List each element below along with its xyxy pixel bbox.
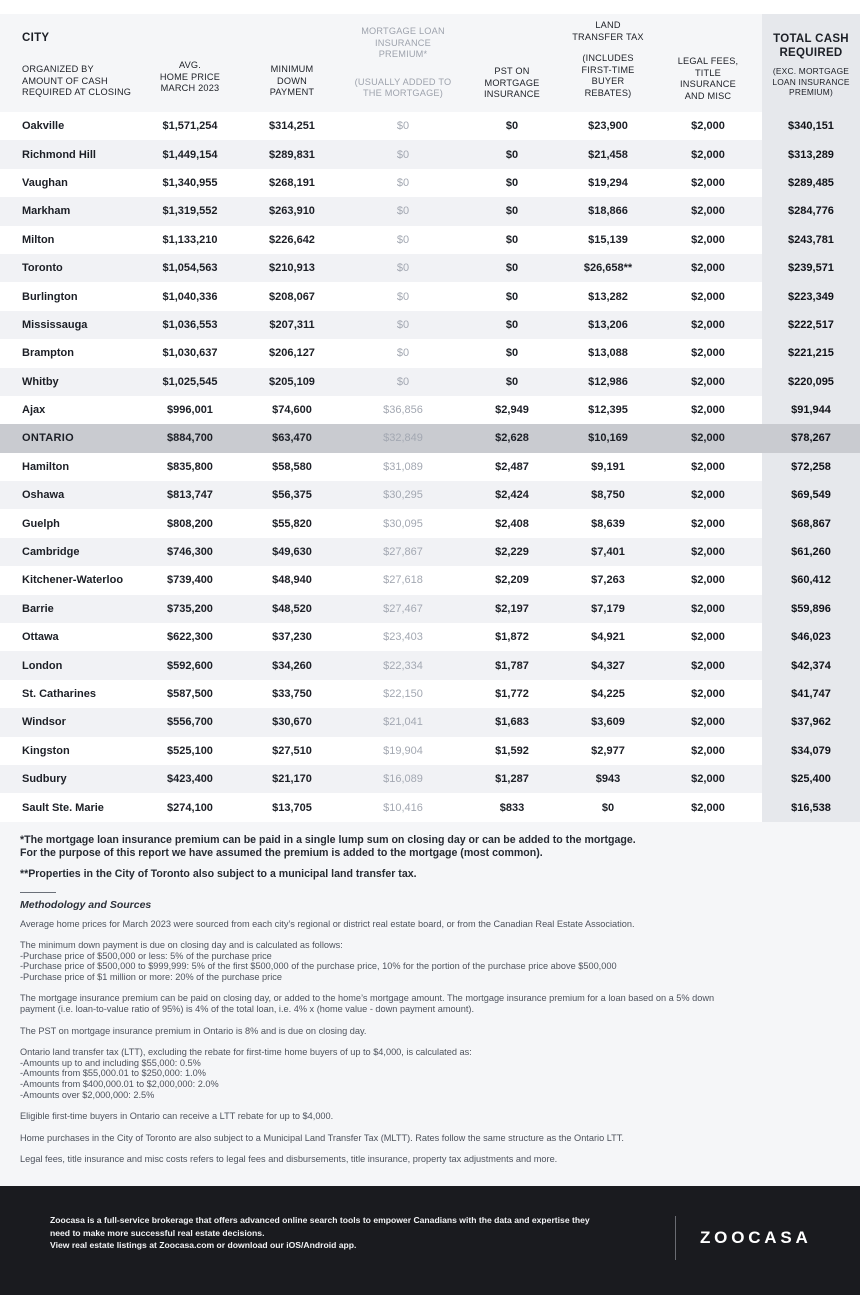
table-row bbox=[0, 793, 860, 821]
cell-city: London bbox=[22, 659, 63, 672]
header-pst-label: PST ON MORTGAGE INSURANCE bbox=[484, 66, 540, 99]
cell-legal: $2,000 bbox=[691, 120, 725, 133]
header-city bbox=[0, 14, 140, 112]
cell-mlip: $30,095 bbox=[383, 517, 423, 530]
cell-city: Brampton bbox=[22, 347, 74, 360]
cell-pst: $1,287 bbox=[495, 773, 529, 786]
cell-avg-price: $525,100 bbox=[167, 744, 213, 757]
cell-total: $59,896 bbox=[762, 595, 860, 623]
cell-city: Kingston bbox=[22, 744, 70, 757]
cell-total: $37,962 bbox=[762, 708, 860, 736]
cell-total: $220,095 bbox=[762, 368, 860, 396]
cell-legal: $2,000 bbox=[691, 262, 725, 275]
cell-legal: $2,000 bbox=[691, 347, 725, 360]
notes-section bbox=[20, 834, 840, 1165]
cell-avg-price: $423,400 bbox=[167, 773, 213, 786]
cell-ltt: $7,263 bbox=[591, 574, 625, 587]
cell-avg-price: $996,001 bbox=[167, 404, 213, 417]
cell-total: $34,079 bbox=[762, 737, 860, 765]
cell-total: $69,549 bbox=[762, 481, 860, 509]
cell-city: Windsor bbox=[22, 716, 66, 729]
table-row bbox=[0, 339, 860, 367]
methodology-paragraph: The mortgage insurance premium can be paid on closing day, or added to the home’s mortgage amount. The mortgage insurance premium for a loan based on a 5% down payment (i.e. loan-to-value ratio of 95%) is 4% of the total loan, i.e. 4% x (home value - down payment amount). bbox=[20, 993, 715, 1015]
cell-pst: $1,772 bbox=[495, 688, 529, 700]
cell-pst: $2,209 bbox=[495, 574, 529, 587]
cell-pst: $1,787 bbox=[495, 659, 529, 672]
cell-ltt: $12,986 bbox=[588, 375, 628, 388]
cell-mlip: $16,089 bbox=[383, 773, 423, 786]
cell-min-down: $207,311 bbox=[269, 318, 315, 331]
methodology-section bbox=[20, 899, 840, 1166]
table-row bbox=[0, 765, 860, 793]
table-row bbox=[0, 453, 860, 481]
cell-ltt: $8,639 bbox=[591, 517, 625, 530]
cell-city: Cambridge bbox=[22, 546, 80, 559]
cell-ltt: $18,866 bbox=[588, 205, 628, 218]
cell-legal: $2,000 bbox=[691, 688, 725, 700]
cell-ltt: $4,225 bbox=[591, 688, 625, 700]
table-row bbox=[0, 509, 860, 537]
table-row bbox=[0, 112, 860, 140]
table-row bbox=[0, 566, 860, 594]
cell-pst: $0 bbox=[505, 262, 519, 275]
methodology-paragraph: Average home prices for March 2023 were sourced from each city’s regional or district real estate board, or from the Canadian Real Estate Association. bbox=[20, 918, 635, 929]
cell-mlip: $27,467 bbox=[383, 602, 423, 615]
cell-mlip: $0 bbox=[396, 347, 410, 360]
cell-min-down: $33,750 bbox=[272, 688, 312, 700]
cell-avg-price: $1,025,545 bbox=[162, 375, 218, 388]
cell-ltt: $3,609 bbox=[591, 716, 625, 729]
methodology-title: Methodology and Sources bbox=[20, 898, 152, 911]
table-row-ontario bbox=[0, 424, 860, 452]
cell-legal: $2,000 bbox=[691, 318, 725, 331]
header-min-down-label: MINIMUM DOWN PAYMENT bbox=[269, 64, 315, 97]
cell-total: $340,151 bbox=[762, 112, 860, 140]
cell-ltt: $13,282 bbox=[588, 290, 628, 303]
cell-min-down: $263,910 bbox=[269, 205, 315, 218]
cell-min-down: $268,191 bbox=[269, 176, 315, 189]
cell-min-down: $48,940 bbox=[272, 574, 312, 587]
cell-pst: $1,592 bbox=[495, 744, 529, 757]
cell-legal: $2,000 bbox=[691, 574, 725, 587]
cell-mlip: $0 bbox=[396, 176, 410, 189]
cell-avg-price: $274,100 bbox=[167, 801, 213, 814]
cell-total: $68,867 bbox=[762, 509, 860, 537]
cell-ltt: $2,977 bbox=[591, 744, 625, 757]
table-row bbox=[0, 140, 860, 168]
cell-min-down: $208,067 bbox=[269, 290, 315, 303]
cell-legal: $2,000 bbox=[691, 233, 725, 246]
cell-mlip: $0 bbox=[396, 148, 410, 161]
cell-min-down: $226,642 bbox=[269, 233, 315, 246]
cell-avg-price: $1,340,955 bbox=[162, 176, 218, 189]
cell-total: $289,485 bbox=[762, 169, 860, 197]
cell-city: ONTARIO bbox=[22, 432, 75, 445]
cell-pst: $1,683 bbox=[495, 716, 529, 729]
cell-total: $223,349 bbox=[762, 282, 860, 310]
cell-mlip: $19,904 bbox=[383, 744, 423, 757]
cell-avg-price: $739,400 bbox=[167, 574, 213, 587]
cell-min-down: $49,630 bbox=[272, 546, 312, 559]
footnote-mlip: *The mortgage loan insurance premium can be paid in a single lump sum on closing day or can be added to the mortgage. For the purpose of this report we have assumed the premium is added to the mortgage (most common). bbox=[20, 834, 636, 859]
cell-mlip: $0 bbox=[396, 290, 410, 303]
closing-cash-table bbox=[0, 14, 860, 822]
header-total-subtitle: (EXC. MORTGAGE LOAN INSURANCE PREMIUM) bbox=[772, 66, 850, 97]
cell-mlip: $22,150 bbox=[383, 688, 423, 700]
cell-legal: $2,000 bbox=[691, 205, 725, 218]
cell-city: Sault Ste. Marie bbox=[22, 801, 104, 814]
table-row bbox=[0, 254, 860, 282]
cell-avg-price: $1,040,336 bbox=[162, 290, 218, 303]
cell-legal: $2,000 bbox=[691, 744, 725, 757]
cell-city: Barrie bbox=[22, 602, 54, 615]
cell-city: Hamilton bbox=[22, 460, 70, 473]
cell-min-down: $34,260 bbox=[272, 659, 312, 672]
cell-avg-price: $884,700 bbox=[167, 432, 213, 445]
cell-mlip: $0 bbox=[396, 120, 410, 133]
cell-city: Richmond Hill bbox=[22, 148, 96, 161]
cell-avg-price: $735,200 bbox=[167, 602, 213, 615]
cell-city: Guelph bbox=[22, 517, 60, 530]
header-avg-price-label: AVG. HOME PRICE MARCH 2023 bbox=[159, 60, 221, 93]
cell-pst: $1,872 bbox=[495, 631, 529, 644]
cell-min-down: $13,705 bbox=[272, 801, 312, 814]
cell-pst: $2,408 bbox=[495, 517, 529, 530]
table-row bbox=[0, 368, 860, 396]
cell-mlip: $0 bbox=[396, 233, 410, 246]
cell-ltt: $943 bbox=[595, 773, 621, 786]
cell-avg-price: $1,054,563 bbox=[162, 262, 218, 275]
cell-legal: $2,000 bbox=[691, 432, 725, 445]
cell-legal: $2,000 bbox=[691, 375, 725, 388]
cell-legal: $2,000 bbox=[691, 546, 725, 559]
table-row bbox=[0, 282, 860, 310]
cell-legal: $2,000 bbox=[691, 404, 725, 417]
cell-mlip: $0 bbox=[396, 262, 410, 275]
table-row bbox=[0, 595, 860, 623]
cell-ltt: $13,206 bbox=[588, 318, 628, 331]
cell-avg-price: $592,600 bbox=[167, 659, 213, 672]
header-legal-label: LEGAL FEES, TITLE INSURANCE AND MISC bbox=[677, 56, 739, 101]
header-ltt bbox=[562, 14, 654, 112]
header-total-title: TOTAL CASH REQUIRED bbox=[773, 33, 849, 59]
cell-pst: $2,424 bbox=[495, 489, 529, 502]
cell-avg-price: $1,133,210 bbox=[162, 233, 218, 246]
cell-total: $243,781 bbox=[762, 226, 860, 254]
cell-avg-price: $556,700 bbox=[167, 716, 213, 729]
cell-total: $25,400 bbox=[762, 765, 860, 793]
cell-ltt: $8,750 bbox=[591, 489, 625, 502]
cell-min-down: $27,510 bbox=[272, 744, 312, 757]
header-mlip bbox=[344, 14, 462, 112]
cell-ltt: $4,921 bbox=[591, 631, 625, 644]
footer-description: Zoocasa is a full-service brokerage that offers advanced online search tools to empower Canadians with the data and expertise they need to make more successful real estate decisions. View real estate listings at Zoocasa.com or download our iOS/Android app. bbox=[50, 1215, 590, 1251]
cell-city: Mississauga bbox=[22, 318, 88, 331]
cell-min-down: $56,375 bbox=[272, 489, 312, 502]
cell-total: $16,538 bbox=[762, 793, 860, 821]
header-ltt-subtitle: (INCLUDES FIRST-TIME BUYER REBATES) bbox=[581, 53, 635, 98]
footnote-toronto: **Properties in the City of Toronto also subject to a municipal land transfer tax. bbox=[20, 868, 417, 880]
cell-ltt: $26,658** bbox=[583, 262, 633, 275]
table-row bbox=[0, 396, 860, 424]
table-row bbox=[0, 538, 860, 566]
header-ltt-title: LAND TRANSFER TAX bbox=[572, 20, 644, 42]
cell-pst: $833 bbox=[499, 801, 525, 814]
cell-ltt: $10,169 bbox=[588, 432, 628, 445]
cell-avg-price: $813,747 bbox=[167, 489, 213, 502]
cell-ltt: $19,294 bbox=[588, 176, 628, 189]
cell-city: Sudbury bbox=[22, 773, 67, 786]
header-legal bbox=[654, 14, 762, 112]
cell-ltt: $4,327 bbox=[591, 659, 625, 672]
methodology-paragraph: The minimum down payment is due on closing day and is calculated as follows: -Purchase price of $500,000 or less: 5% of the purchase price -Purchase price of $500,000 to $999,999: 5% of the first $500,000 of the purchase price, 10% for the portion of the purchase price above $500,000 -Purchase price of $1 million or more: 20% of the purchase price bbox=[20, 940, 617, 982]
table-row bbox=[0, 311, 860, 339]
cell-mlip: $31,089 bbox=[383, 460, 423, 473]
cell-legal: $2,000 bbox=[691, 460, 725, 473]
cell-mlip: $30,295 bbox=[383, 489, 423, 502]
cell-city: Markham bbox=[22, 205, 71, 218]
header-pst bbox=[462, 14, 562, 112]
table-row bbox=[0, 169, 860, 197]
cell-ltt: $21,458 bbox=[588, 148, 628, 161]
cell-avg-price: $835,800 bbox=[167, 460, 213, 473]
table-row bbox=[0, 680, 860, 708]
methodology-paragraph: Ontario land transfer tax (LTT), excluding the rebate for first-time home buyers of up to $4,000, is calculated as: -Amounts up to and including $55,000: 0.5% -Amounts from $55,000.01 to $250,000: 1.0% -Amounts from $400,000.01 to $2,000,000: 2.0% -Amounts over $2,000,000: 2.5% bbox=[20, 1047, 472, 1100]
cell-total: $41,747 bbox=[762, 680, 860, 708]
cell-min-down: $21,170 bbox=[272, 773, 312, 786]
cell-legal: $2,000 bbox=[691, 716, 725, 729]
cell-city: Ottawa bbox=[22, 631, 59, 644]
cell-total: $42,374 bbox=[762, 651, 860, 679]
table-row bbox=[0, 481, 860, 509]
cell-total: $60,412 bbox=[762, 566, 860, 594]
cell-total: $46,023 bbox=[762, 623, 860, 651]
cell-pst: $0 bbox=[505, 290, 519, 303]
cell-pst: $2,197 bbox=[495, 602, 529, 615]
cell-pst: $2,487 bbox=[495, 460, 529, 473]
cell-ltt: $15,139 bbox=[588, 233, 628, 246]
cell-mlip: $10,416 bbox=[383, 801, 423, 814]
cell-total: $78,267 bbox=[791, 432, 831, 445]
cell-mlip: $21,041 bbox=[383, 716, 423, 729]
cell-city: Milton bbox=[22, 233, 55, 246]
cell-city: Ajax bbox=[22, 404, 46, 417]
cell-total: $61,260 bbox=[762, 538, 860, 566]
methodology-paragraph: Legal fees, title insurance and misc costs refers to legal fees and disbursements, title insurance, property tax adjustments and more. bbox=[20, 1154, 558, 1165]
cell-ltt: $7,401 bbox=[591, 546, 625, 559]
cell-avg-price: $1,571,254 bbox=[162, 120, 218, 133]
cell-mlip: $36,856 bbox=[383, 404, 423, 417]
cell-min-down: $37,230 bbox=[272, 631, 312, 644]
footer-divider bbox=[675, 1216, 676, 1260]
table-row bbox=[0, 651, 860, 679]
cell-pst: $0 bbox=[505, 176, 519, 189]
cell-city: Kitchener-Waterloo bbox=[22, 574, 124, 587]
cell-mlip: $0 bbox=[396, 318, 410, 331]
cell-min-down: $55,820 bbox=[272, 517, 312, 530]
cell-ltt: $23,900 bbox=[588, 120, 628, 133]
cell-min-down: $314,251 bbox=[269, 120, 315, 133]
cell-legal: $2,000 bbox=[691, 631, 725, 644]
cell-legal: $2,000 bbox=[691, 801, 725, 814]
cell-avg-price: $1,449,154 bbox=[162, 148, 218, 161]
cell-pst: $0 bbox=[505, 375, 519, 388]
cell-min-down: $63,470 bbox=[272, 432, 312, 445]
cell-min-down: $210,913 bbox=[269, 262, 315, 275]
header-avg-price bbox=[140, 14, 240, 112]
cell-legal: $2,000 bbox=[691, 773, 725, 786]
cell-pst: $0 bbox=[505, 148, 519, 161]
cell-min-down: $30,670 bbox=[272, 716, 312, 729]
table-body bbox=[0, 112, 860, 822]
cell-total: $222,517 bbox=[762, 311, 860, 339]
header-row bbox=[0, 14, 860, 112]
cell-mlip: $22,334 bbox=[383, 659, 423, 672]
cell-pst: $2,949 bbox=[495, 404, 529, 417]
cell-pst: $2,628 bbox=[495, 432, 529, 445]
cell-total: $239,571 bbox=[762, 254, 860, 282]
cell-pst: $0 bbox=[505, 318, 519, 331]
footer bbox=[0, 1186, 860, 1295]
methodology-paragraph: Eligible first-time buyers in Ontario can receive a LTT rebate for up to $4,000. bbox=[20, 1111, 334, 1122]
cell-legal: $2,000 bbox=[691, 659, 725, 672]
header-min-down bbox=[240, 14, 344, 112]
cell-total: $284,776 bbox=[762, 197, 860, 225]
cell-total: $313,289 bbox=[762, 140, 860, 168]
table-row bbox=[0, 737, 860, 765]
cell-city: Whitby bbox=[22, 375, 59, 388]
cell-mlip: $27,867 bbox=[383, 546, 423, 559]
cell-ltt: $12,395 bbox=[588, 404, 628, 417]
cell-pst: $2,229 bbox=[495, 546, 529, 559]
cell-total: $221,215 bbox=[762, 339, 860, 367]
cell-city: Toronto bbox=[22, 262, 63, 275]
cell-legal: $2,000 bbox=[691, 290, 725, 303]
cell-pst: $0 bbox=[505, 233, 519, 246]
cell-avg-price: $1,030,637 bbox=[162, 347, 218, 360]
cell-ltt: $0 bbox=[601, 801, 615, 814]
header-city-title: CITY bbox=[22, 32, 50, 44]
cell-pst: $0 bbox=[505, 120, 519, 133]
cell-city: Burlington bbox=[22, 290, 78, 303]
table-row bbox=[0, 197, 860, 225]
cell-avg-price: $587,500 bbox=[167, 688, 213, 700]
header-city-subtitle: ORGANIZED BY AMOUNT OF CASH REQUIRED AT CLOSING bbox=[22, 64, 132, 97]
cell-city: Oshawa bbox=[22, 489, 65, 502]
header-mlip-subtitle: (USUALLY ADDED TO THE MORTGAGE) bbox=[354, 76, 452, 98]
cell-avg-price: $1,036,553 bbox=[162, 318, 218, 331]
cell-min-down: $289,831 bbox=[269, 148, 315, 161]
cell-pst: $0 bbox=[505, 205, 519, 218]
cell-mlip: $27,618 bbox=[383, 574, 423, 587]
table-row bbox=[0, 623, 860, 651]
zoocasa-logo: ZOOCASA bbox=[700, 1228, 812, 1247]
cell-legal: $2,000 bbox=[691, 602, 725, 615]
cell-ltt: $13,088 bbox=[588, 347, 628, 360]
cell-min-down: $206,127 bbox=[269, 347, 315, 360]
cell-total: $91,944 bbox=[762, 396, 860, 424]
cell-total: $72,258 bbox=[762, 453, 860, 481]
cell-ltt: $7,179 bbox=[591, 602, 625, 615]
cell-ltt: $9,191 bbox=[591, 460, 625, 473]
cell-avg-price: $808,200 bbox=[167, 517, 213, 530]
table-row bbox=[0, 708, 860, 736]
cell-avg-price: $746,300 bbox=[167, 546, 213, 559]
cell-city: St. Catharines bbox=[22, 688, 96, 700]
cell-city: Oakville bbox=[22, 120, 65, 133]
cell-legal: $2,000 bbox=[691, 148, 725, 161]
cell-mlip: $32,849 bbox=[383, 432, 423, 445]
cell-legal: $2,000 bbox=[691, 176, 725, 189]
cell-avg-price: $622,300 bbox=[167, 631, 213, 644]
cell-avg-price: $1,319,552 bbox=[162, 205, 218, 218]
header-mlip-title: MORTGAGE LOAN INSURANCE PREMIUM* bbox=[361, 26, 445, 59]
cell-min-down: $48,520 bbox=[272, 602, 312, 615]
divider-rule bbox=[20, 892, 56, 893]
cell-mlip: $23,403 bbox=[383, 631, 423, 644]
cell-mlip: $0 bbox=[396, 375, 410, 388]
cell-min-down: $58,580 bbox=[272, 460, 312, 473]
methodology-paragraph: The PST on mortgage insurance premium in Ontario is 8% and is due on closing day. bbox=[20, 1025, 367, 1036]
cell-min-down: $74,600 bbox=[272, 404, 312, 417]
cell-legal: $2,000 bbox=[691, 517, 725, 530]
cell-min-down: $205,109 bbox=[269, 375, 315, 388]
cell-mlip: $0 bbox=[396, 205, 410, 218]
top-strip bbox=[0, 0, 860, 14]
cell-city: Vaughan bbox=[22, 176, 68, 189]
cell-legal: $2,000 bbox=[691, 489, 725, 502]
table-row bbox=[0, 226, 860, 254]
methodology-paragraph: Home purchases in the City of Toronto are also subject to a Municipal Land Transfer Tax (MLTT). Rates follow the same structure as the Ontario LTT. bbox=[20, 1132, 624, 1143]
cell-pst: $0 bbox=[505, 347, 519, 360]
header-total bbox=[762, 14, 860, 112]
